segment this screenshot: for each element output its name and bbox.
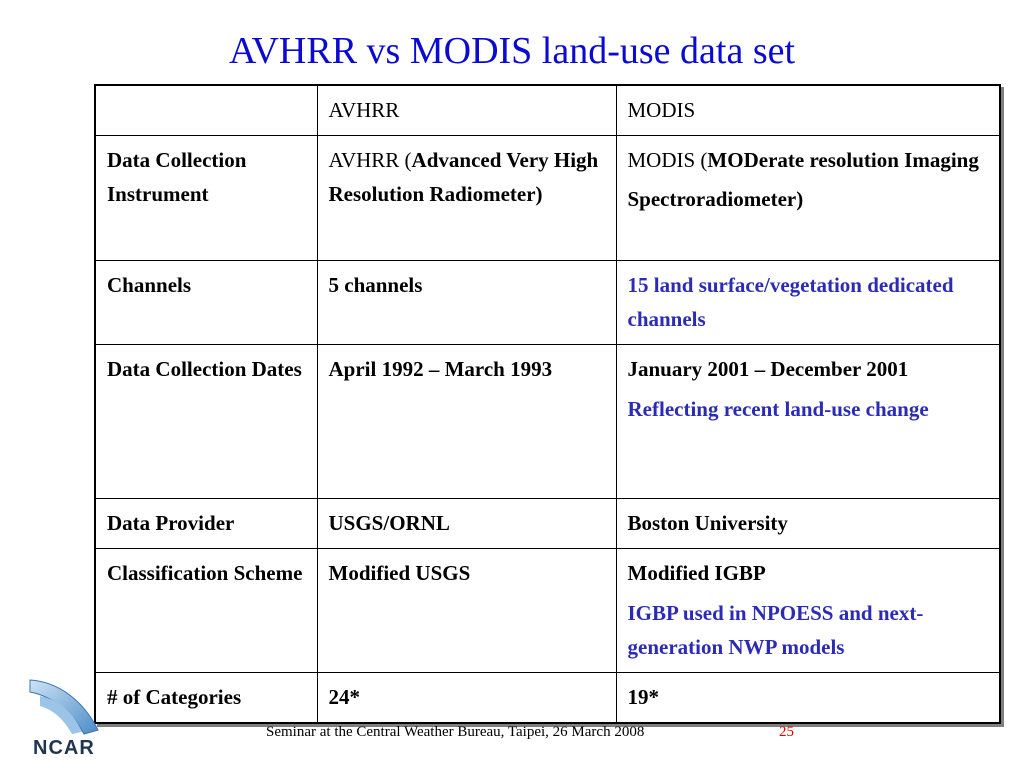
modis-dates-value: January 2001 – December 2001: [627, 357, 909, 381]
row-label-categories: # of Categories: [95, 673, 317, 724]
cell-modis-instrument: [616, 136, 1000, 261]
table-row-dates: [95, 345, 1000, 499]
avhrr-instrument-fullname: Advanced Very High Resolution Radiometer): [328, 148, 599, 206]
table-row-categories: [95, 673, 1000, 724]
row-label-provider: Data Provider: [95, 499, 317, 549]
row-label-channels: Channels: [95, 261, 317, 345]
table-row-provider: [95, 499, 1000, 549]
header-cell-modis: MODIS: [616, 85, 1000, 136]
cell-modis-provider: Boston University: [616, 499, 1000, 549]
ncar-logo-text: NCAR: [33, 737, 95, 759]
header-cell-avhrr: AVHRR: [317, 85, 616, 136]
cell-avhrr-provider: USGS/ORNL: [317, 499, 616, 549]
modis-instrument-prefix: MODIS (: [627, 148, 708, 172]
table-row-channels: [95, 261, 1000, 345]
cell-avhrr-scheme: Modified USGS: [317, 549, 616, 673]
cell-modis-scheme: [616, 549, 1000, 673]
ncar-logo-graphic: [0, 668, 200, 768]
page-number: 25: [779, 724, 794, 740]
slide-footer: Seminar at the Central Weather Bureau, Taipei, 26 March 2008: [266, 724, 645, 740]
cell-avhrr-dates: April 1992 – March 1993: [317, 345, 616, 499]
avhrr-instrument-prefix: AVHRR (: [328, 148, 412, 172]
modis-dates-note: Reflecting recent land-use change: [627, 397, 929, 421]
comparison-table: [94, 84, 1001, 724]
table-header-row: [95, 85, 1000, 136]
cell-avhrr-instrument: [317, 136, 616, 261]
row-label-instrument: Data Collection Instrument: [95, 136, 317, 261]
table-row-instrument: [95, 136, 1000, 261]
row-label-scheme: Classification Scheme: [95, 549, 317, 673]
modis-instrument-fullname-1: MODerate resolution Imaging: [707, 148, 979, 172]
cell-avhrr-channels: 5 channels: [317, 261, 616, 345]
slide-title: AVHRR vs MODIS land-use data set: [228, 30, 796, 72]
table-row-scheme: [95, 549, 1000, 673]
cell-modis-channels: 15 land surface/vegetation dedicated channels: [616, 261, 1000, 345]
modis-scheme-value: Modified IGBP: [627, 561, 766, 585]
header-cell-empty: [95, 85, 317, 136]
row-label-dates: Data Collection Dates: [95, 345, 317, 499]
cell-modis-dates: [616, 345, 1000, 499]
cell-modis-categories: 19*: [616, 673, 1000, 724]
cell-avhrr-categories: 24*: [317, 673, 616, 724]
modis-instrument-fullname-2: Spectroradiometer): [627, 187, 804, 211]
modis-scheme-note: IGBP used in NPOESS and next-generation NWP models: [627, 601, 924, 659]
